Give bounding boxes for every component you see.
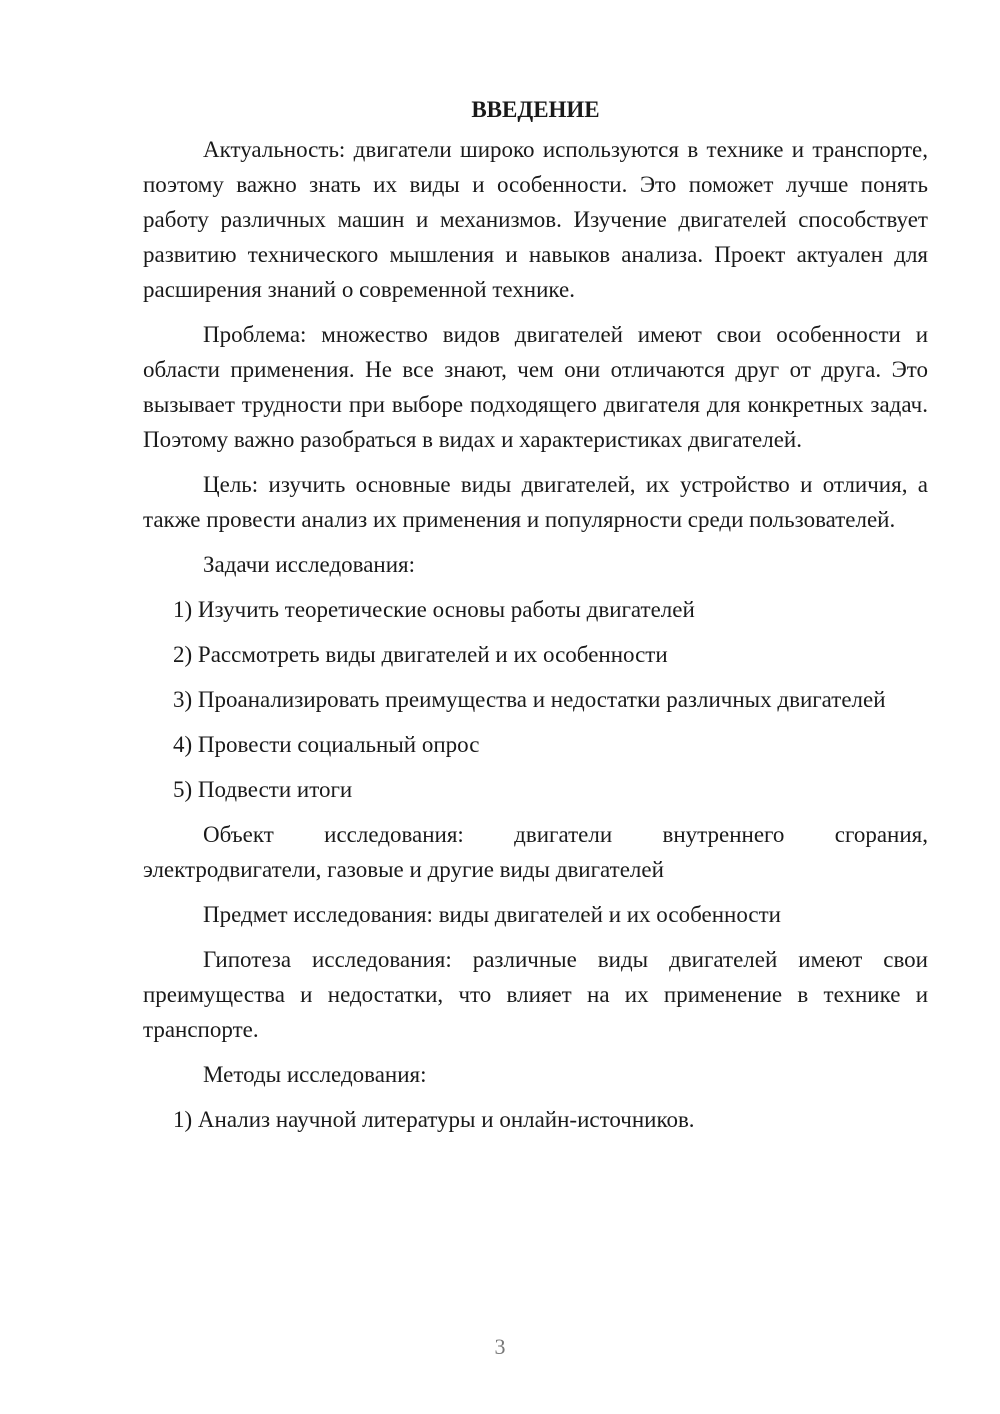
section-title: ВВЕДЕНИЕ bbox=[471, 97, 600, 122]
methods-heading: Методы исследования: bbox=[203, 1062, 427, 1087]
paragraph-object: Объект исследования: двигатели внутреннего сгорания, электродвигатели, газовые и другие виды двигателей bbox=[143, 822, 928, 882]
page-number: 3 bbox=[494, 1334, 506, 1359]
method-item-1: 1) Анализ научной литературы и онлайн-источников. bbox=[173, 1107, 695, 1132]
paragraph-problem: Проблема: множество видов двигателей имеют свои особенности и области применения. Не все знают, чем они отличаются друг от друга. Это вызывает трудности при выборе подходящего двигателя для конкретных задач. Поэтому важно разобраться в видах и характеристиках двигателей. bbox=[143, 322, 928, 452]
task-item-1: 1) Изучить теоретические основы работы двигателей bbox=[173, 597, 695, 622]
task-item-4: 4) Провести социальный опрос bbox=[173, 732, 480, 757]
page-content bbox=[143, 92, 928, 1147]
paragraph-hypothesis: Гипотеза исследования: различные виды двигателей имеют свои преимущества и недостатки, что влияет на их применение в технике и транспорте. bbox=[143, 947, 928, 1042]
task-item-5: 5) Подвести итоги bbox=[173, 777, 353, 802]
task-item-3: 3) Проанализировать преимущества и недостатки различных двигателей bbox=[173, 687, 886, 712]
tasks-heading: Задачи исследования: bbox=[203, 552, 416, 577]
paragraph-goal: Цель: изучить основные виды двигателей, их устройство и отличия, а также провести анализ их применения и популярности среди пользователей. bbox=[143, 472, 928, 532]
paragraph-relevance: Актуальность: двигатели широко используются в технике и транспорте, поэтому важно знать их виды и особенности. Это поможет лучше понять работу различных машин и механизмов. Изучение двигателей способствует развитию технического мышления и навыков анализа. Проект актуален для расширения знаний о современной технике. bbox=[143, 137, 928, 302]
task-item-2: 2) Рассмотреть виды двигателей и их особенности bbox=[173, 642, 668, 667]
paragraph-subject: Предмет исследования: виды двигателей и их особенности bbox=[203, 902, 781, 927]
